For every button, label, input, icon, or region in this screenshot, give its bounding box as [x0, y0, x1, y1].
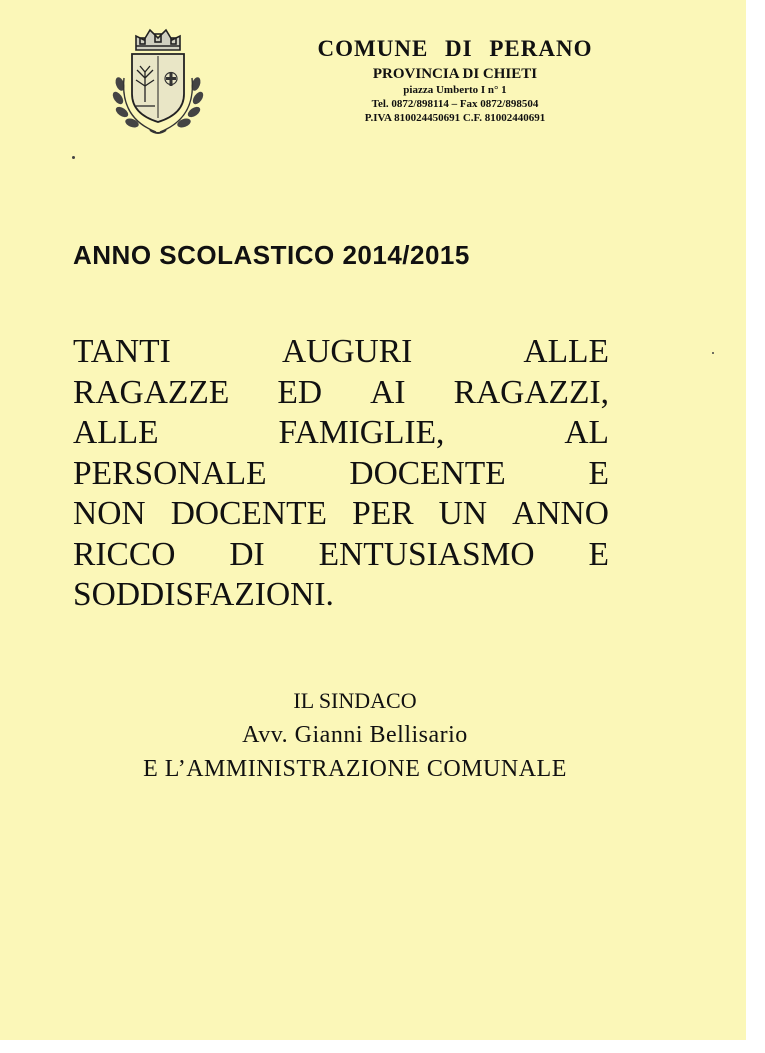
signatory-name: Avv. Gianni Bellisario — [242, 722, 468, 748]
scan-margin-bottom — [0, 1040, 765, 1053]
tax-ids: P.IVA 810024450691 C.F. 81002440691 — [364, 112, 546, 124]
message-word: PERSONALE — [73, 454, 267, 492]
message-word: ANNO — [512, 495, 609, 532]
message-word: UN — [438, 495, 488, 532]
letterhead — [280, 36, 630, 125]
scan-speck — [712, 352, 714, 354]
municipal-coat-of-arms-icon — [100, 22, 216, 142]
message-line — [73, 575, 609, 616]
message-word: TANTI — [73, 333, 171, 370]
message-word: DOCENTE — [170, 495, 327, 532]
message-word: RICCO — [73, 535, 176, 573]
phone-fax: Tel. 0872/898114 – Fax 0872/898504 — [371, 98, 539, 110]
message-word: RAGAZZE — [73, 373, 230, 411]
message-word: ALLE — [523, 333, 609, 370]
message-word: ALLE — [73, 414, 159, 451]
message-word: ED — [277, 373, 323, 411]
message-word: RAGAZZI, — [453, 373, 609, 411]
message-word: SODDISFAZIONI. — [73, 576, 334, 613]
message-line — [73, 454, 609, 495]
message-word: DOCENTE — [349, 454, 506, 492]
message-word: PER — [352, 495, 414, 532]
message-word: NON — [73, 495, 146, 532]
greeting-message — [73, 332, 609, 616]
message-word: AUGURI — [281, 333, 413, 370]
address: piazza Umberto I n° 1 — [403, 84, 507, 96]
province-name: PROVINCIA DI CHIETI — [372, 66, 538, 82]
signature-block — [100, 684, 610, 786]
message-word: E — [588, 535, 609, 573]
message-word: E — [588, 454, 609, 492]
message-line — [73, 373, 609, 414]
message-word: AL — [564, 414, 609, 451]
message-word: DI — [229, 535, 265, 573]
message-word: ENTUSIASMO — [318, 535, 535, 573]
message-line — [73, 332, 609, 373]
document-title: ANNO SCOLASTICO 2014/2015 — [73, 240, 470, 270]
scan-speck — [72, 156, 75, 159]
signatory-administration: E L’AMMINISTRAZIONE COMUNALE — [143, 756, 567, 782]
message-line — [73, 494, 609, 535]
message-line — [73, 535, 609, 576]
signatory-role: IL SINDACO — [293, 688, 417, 713]
message-word: FAMIGLIE, — [278, 414, 445, 451]
message-word: AI — [370, 373, 406, 411]
scan-margin-right — [746, 0, 765, 1053]
municipality-name: COMUNE DI PERANO — [317, 36, 593, 61]
message-line — [73, 413, 609, 454]
